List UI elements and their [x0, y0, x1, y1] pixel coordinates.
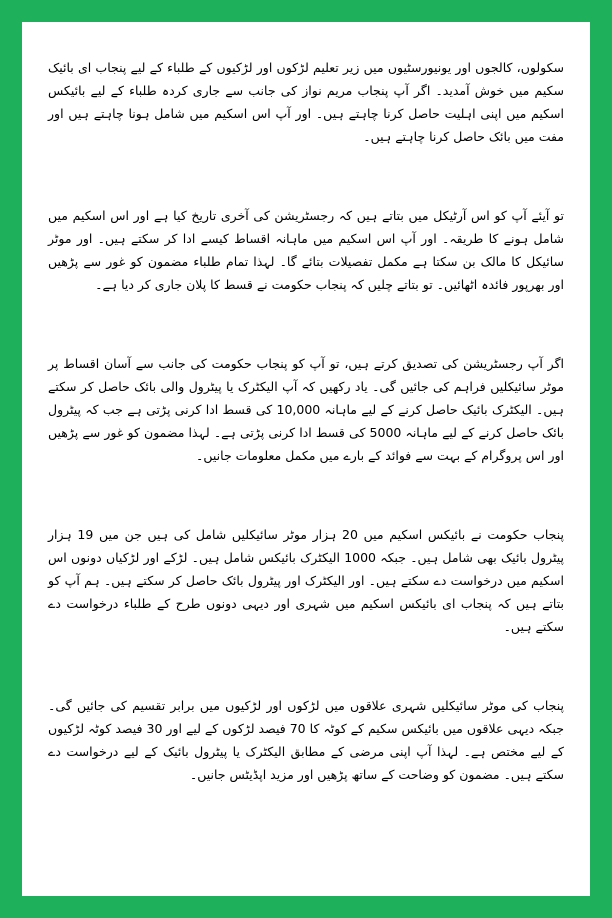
paragraph-article-intro: تو آیئے آپ کو اس آرٹیکل میں بتاتے ہیں کہ رجسٹریشن کی آخری تاریخ کیا ہے اور اس اسکیم میں شامل ہونے کا طریقہ۔ اور آپ اس اسکیم میں ماہانہ اقساط کیسے ادا کر سکتے ہیں۔ اور موٹر سائیکل کا مالک بن سکتا ہے مکمل تفصیلات بتائے گا۔ لہذا تمام طلباء مضمون کو غور سے پڑھیں اور بھرپور فائدہ اٹھائیں۔ تو بتاتے چلیں کہ پنجاب حکومت نے قسط کا پلان جاری کر دیا ہے۔ — [48, 208, 564, 292]
paragraph-bike-quota: پنجاب حکومت نے بائیکس اسکیم میں 20 ہزار موٹر سائیکلیں شامل کی ہیں جن میں 19 ہزار پیٹرول بائیک بھی شامل ہیں۔ جبکہ 1000 الیکٹرک بائیکس شامل ہیں۔ لڑکے اور لڑکیاں دونوں اس اسکیم میں درخواست دے سکتے ہیں۔ اور الیکٹرک اور پیٹرول بائک حاصل کر سکتے ہیں۔ ہم آپ کو بتاتے ہیں کہ پنجاب ای بائیکس اسکیم میں شہری اور دیہی دونوں طرح کے طلباء درخواست دے سکتے ہیں۔ — [48, 527, 565, 634]
document-page — [22, 22, 590, 896]
paragraph-distribution: پنجاب کی موٹر سائیکلیں شہری علاقوں میں لڑکوں اور لڑکیوں میں برابر تقسیم کی جائیں گی۔ جبکہ دیہی علاقوں میں بائیکس سکیم کے کوٹہ کا 70 فیصد لڑکوں کے لیے اور 30 فیصد کوٹہ لڑکیوں کے لیے مختص ہے۔ لہذا آپ اپنی مرضی کے مطابق الیکٹرک یا پیٹرول بائیک کے لیے درخواست دے سکتے ہیں۔ مضمون کو وضاحت کے ساتھ پڑھیں اور مزید اپڈیٹس جانیں۔ — [48, 698, 564, 782]
paragraph-installments: اگر آپ رجسٹریشن کی تصدیق کرتے ہیں، تو آپ کو پنجاب حکومت کی جانب سے آسان اقساط پر موٹر سائیکلیں فراہم کی جائیں گی۔ یاد رکھیں کہ آپ الیکٹرک یا پیٹرول والی بائک حاصل کر سکتے ہیں۔ الیکٹرک بائیک حاصل کرنے کے لیے ماہانہ 10,000 کی قسط ادا کرنی پڑتی ہے جب کہ پیٹرول بائک حاصل کرنے کے لیے ماہانہ 5000 کی قسط ادا کرنی پڑتی ہے۔ لہذا مضمون کو غور سے پڑھیں اور اس پروگرام کے بہت سے فوائد کے بارے میں مکمل معلومات جانیں۔ — [48, 356, 565, 463]
paragraph-welcome: سکولوں، کالجوں اور یونیورسٹیوں میں زیر تعلیم لڑکوں اور لڑکیوں کے طلباء کے لیے پنجاب ای بائیک سکیم میں خوش آمدید۔ اگر آپ پنجاب مریم نواز کی جانب سے جاری کردہ طلباء کے لیے بائیکس اسکیم میں اپنی اہلیت حاصل کرنا چاہتے ہیں۔ اور آپ اس اسکیم میں شامل ہونا چاہتے ہیں اور مفت میں بائک حاصل کرنا چاہتے ہیں۔ — [48, 60, 564, 144]
